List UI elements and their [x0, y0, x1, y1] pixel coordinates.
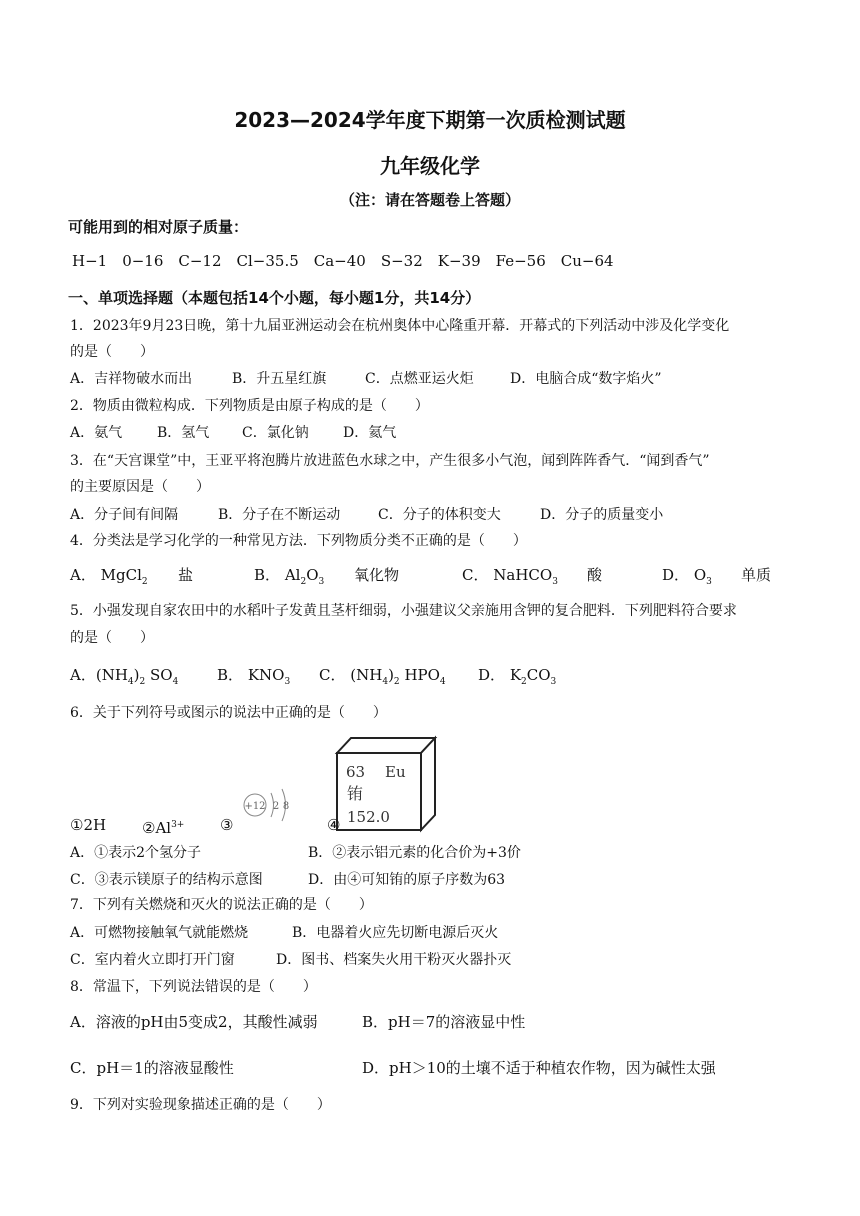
q1-option-a: A．吉祥物破水而出 — [70, 371, 193, 387]
tile-atomic-number: 63 — [346, 763, 366, 781]
q4-option-c: C． NaHCO$_3$ — [462, 566, 558, 587]
q2-option-b: B．氢气 — [157, 425, 210, 441]
q3-option-c: C．分子的体积变大 — [378, 507, 501, 523]
q1-stem: 1．2023年9月23日晚，第十九届亚洲运动会在杭州奥体中心隆重开幕．开幕式的下列活动中涉及化学变化 — [70, 318, 730, 334]
q5-option-b: B． $KNO_3$ — [217, 666, 291, 687]
q2-option-d: D．氦气 — [343, 425, 397, 441]
tile-symbol: Eu — [385, 763, 406, 781]
q4-option-b-class: 氧化物 — [354, 566, 400, 584]
subject-title: 九年级化学 — [380, 154, 480, 178]
atomic-mass-label: 可能用到的相对原子质量： — [68, 218, 249, 236]
tile-atomic-mass: 152.0 — [347, 808, 390, 826]
q6-item-2: $②Al^{3+}$ — [142, 819, 185, 837]
atom-shell-2-label: 8 — [282, 801, 290, 812]
q3-stem: 3．在“天宫课堂”中，王亚平将泡腾片放进蓝色水球之中，产生很多小气泡，闻到阵阵香气．“闻到香气” — [70, 453, 710, 469]
europium-element-tile — [333, 733, 439, 833]
q2-stem: 2．物质由微粒构成．下列物质是由原子构成的是（ ） — [70, 398, 429, 414]
q8-stem: 8．常温下，下列说法错误的是（ ） — [70, 979, 317, 995]
q1-option-c: C．点燃亚运火炬 — [365, 371, 474, 387]
q7-option-c: C．室内着火立即打开门窗 — [70, 952, 235, 968]
q1-option-d: D．电脑合成“数字焰火” — [510, 371, 662, 387]
atomic-mass-values: H−1 0−16 C−12 Cl−35.5 Ca−40 S−32 K−39 Fe−56 Cu−64 — [72, 252, 614, 270]
q1-option-b: B．升五星红旗 — [232, 371, 327, 387]
q4-option-c-class: 酸 — [587, 566, 603, 584]
q6-stem: 6．关于下列符号或图示的说法中正确的是（ ） — [70, 705, 387, 721]
q6-item-1: ①2H — [70, 816, 107, 834]
q8-option-b: B．pH＝7的溶液显中性 — [362, 1013, 526, 1031]
q4-option-a: A． MgCl$_2$ — [70, 566, 148, 587]
q1-stem-cont: 的是（ ） — [70, 344, 154, 360]
q9-stem: 9．下列对实验现象描述正确的是（ ） — [70, 1097, 331, 1113]
q7-option-d: D．图书、档案失火用干粉灭火器扑灭 — [276, 952, 512, 968]
atom-shell-1-label: 2 — [272, 801, 280, 812]
q5-option-c: C． $(NH_4)_2$ $HPO_4$ — [319, 666, 446, 687]
q2-option-a: A．氨气 — [70, 425, 123, 441]
atom-nucleus-label: +12 — [244, 801, 266, 812]
exam-note: （注：请在答题卷上答题） — [339, 191, 520, 209]
q4-option-a-class: 盐 — [178, 566, 194, 584]
q5-option-d: D． $K_2CO_3$ — [478, 666, 557, 687]
q3-option-d: D．分子的质量变小 — [540, 507, 664, 523]
q3-option-b: B．分子在不断运动 — [218, 507, 341, 523]
magnesium-atom-diagram — [238, 782, 298, 828]
q7-stem: 7．下列有关燃烧和灭火的说法正确的是（ ） — [70, 897, 373, 913]
q6-option-c: C．③表示镁原子的结构示意图 — [70, 872, 263, 888]
exam-title: 2023—2024学年度下期第一次质检测试题 — [234, 108, 626, 132]
q4-option-d-class: 单质 — [741, 566, 772, 584]
q6-option-b: B．②表示铝元素的化合价为+3价 — [308, 845, 521, 861]
q6-item-4: ④ — [327, 816, 341, 834]
q3-option-a: A．分子间有间隔 — [70, 507, 179, 523]
tile-element-name: 铕 — [347, 784, 364, 803]
q2-option-c: C．氯化钠 — [242, 425, 309, 441]
q5-option-a: A．$(NH_4)_2$ $SO_4$ — [70, 666, 179, 687]
q5-stem-cont: 的是（ ） — [70, 630, 154, 646]
q8-option-d: D．pH＞10的土壤不适于种植农作物，因为碱性太强 — [362, 1059, 716, 1077]
q6-option-a: A．①表示2个氢分子 — [70, 845, 202, 861]
q6-option-d: D．由④可知铕的原子序数为63 — [308, 872, 506, 888]
section-1-title: 一、单项选择题（本题包括14个小题，每小题1分，共14分） — [68, 289, 481, 307]
q4-stem: 4．分类法是学习化学的一种常见方法．下列物质分类不正确的是（ ） — [70, 533, 527, 549]
q3-stem-cont: 的主要原因是（ ） — [70, 479, 210, 495]
q4-option-b: B． $Al_2O_3$ — [254, 566, 325, 587]
q7-option-a: A．可燃物接触氧气就能燃烧 — [70, 925, 249, 941]
q8-option-c: C．pH＝1的溶液显酸性 — [70, 1059, 234, 1077]
q6-item-3: ③ — [220, 816, 234, 834]
q8-option-a: A．溶液的pH由5变成2，其酸性减弱 — [70, 1013, 318, 1031]
q4-option-d: D． $O_3$ — [662, 566, 712, 587]
q7-option-b: B．电器着火应先切断电源后灭火 — [292, 925, 499, 941]
q5-stem: 5．小强发现自家农田中的水稻叶子发黄且茎杆细弱，小强建议父亲施用含钾的复合肥料．下列肥料符合要求 — [70, 603, 737, 619]
